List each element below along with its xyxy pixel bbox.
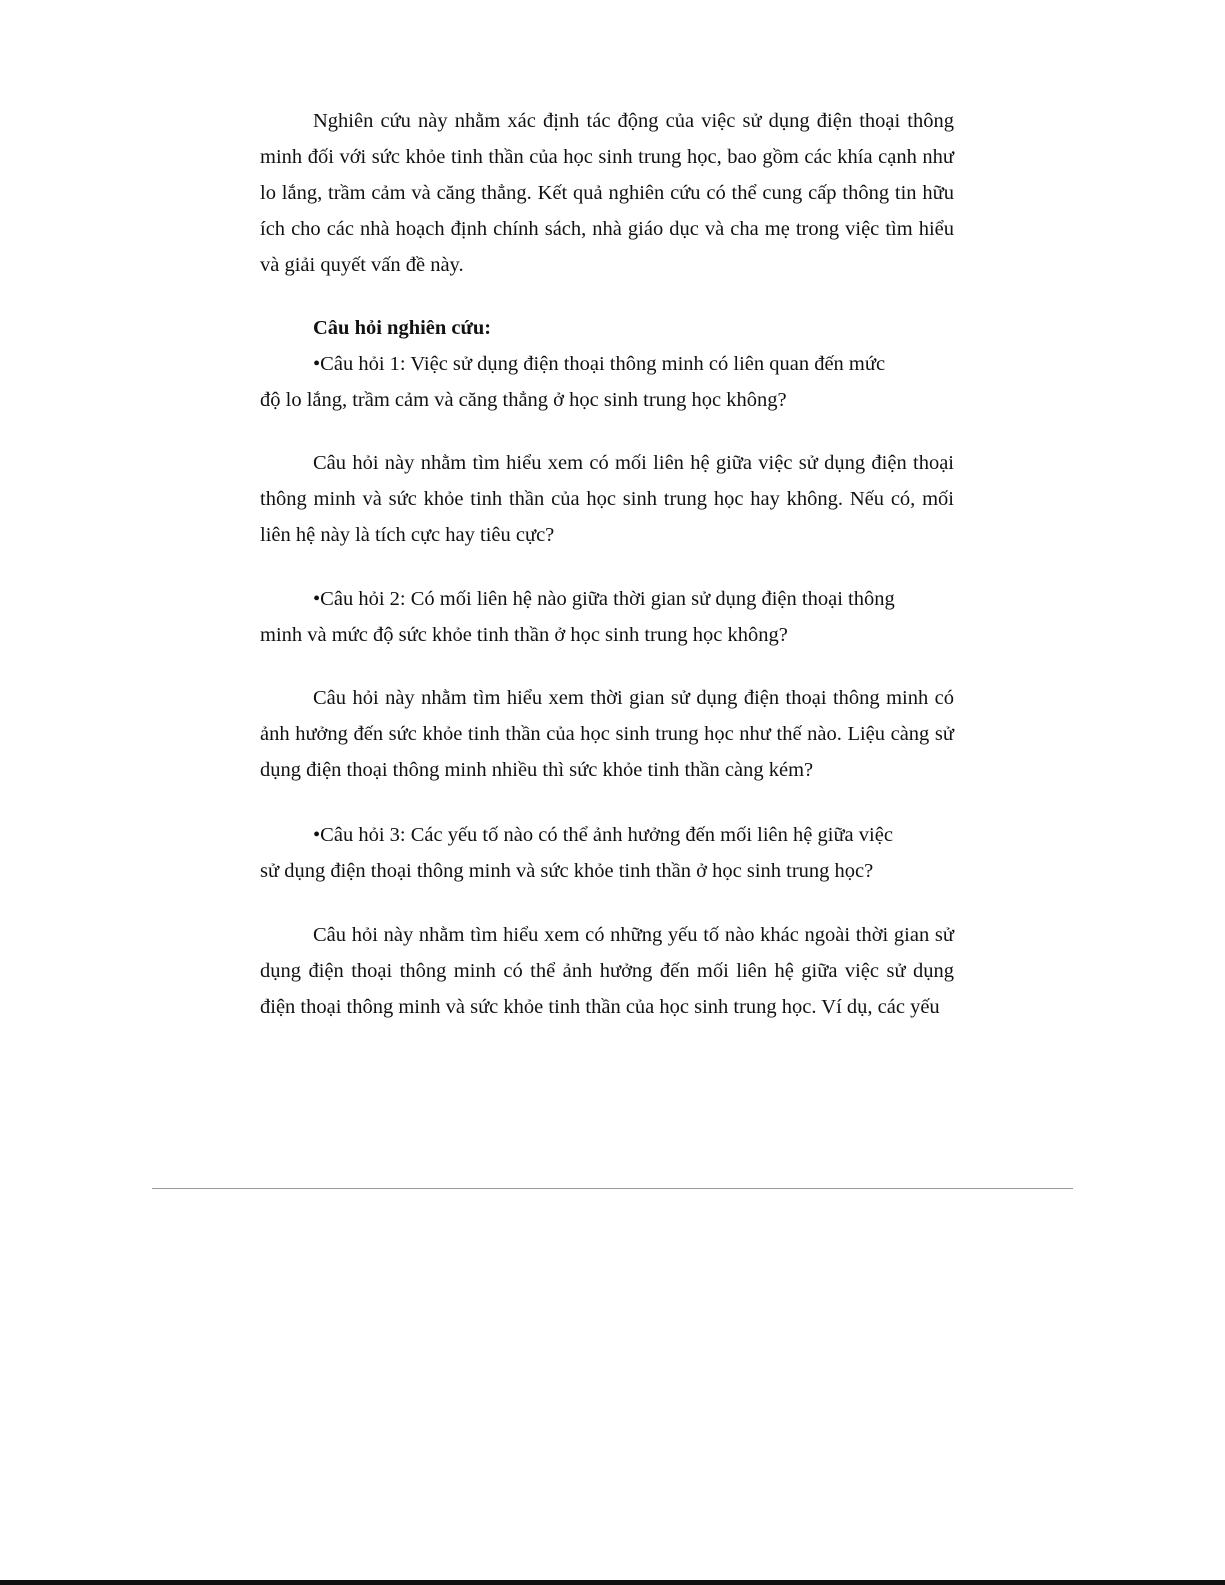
research-question-1: •Câu hỏi 1: Việc sử dụng điện thoại thông minh có liên quan đến mức độ lo lắng, trầm cảm và căng thẳng ở học sinh trung học không? bbox=[260, 353, 886, 411]
question-2-explanation: Câu hỏi này nhằm tìm hiểu xem thời gian sử dụng điện thoại thông minh có ảnh hưởng đến sức khỏe tinh thần của học sinh trung học như thế nào. Liệu càng sử dụng điện thoại thông minh nhiều thì sức khỏe tinh thần càng kém? bbox=[260, 687, 954, 781]
question-1-explanation: Câu hỏi này nhằm tìm hiểu xem có mối liên hệ giữa việc sử dụng điện thoại thông minh và sức khỏe tinh thần của học sinh trung học hay không. Nếu có, mối liên hệ này là tích cực hay tiêu cực? bbox=[260, 452, 954, 546]
page-footer-divider bbox=[152, 1188, 1073, 1189]
research-question-2: •Câu hỏi 2: Có mối liên hệ nào giữa thời gian sử dụng điện thoại thông minh và mức độ sức khỏe tinh thần ở học sinh trung học không? bbox=[260, 588, 895, 646]
intro-paragraph: Nghiên cứu này nhằm xác định tác động của việc sử dụng điện thoại thông minh đối với sức khỏe tinh thần của học sinh trung học, bao gồm các khía cạnh như lo lắng, trầm cảm và căng thẳng. Kết quả nghiên cứu có thể cung cấp thông tin hữu ích cho các nhà hoạch định chính sách, nhà giáo dục và cha mẹ trong việc tìm hiểu và giải quyết vấn đề này. bbox=[260, 110, 954, 276]
page-bottom-edge bbox=[0, 1580, 1225, 1585]
question-3-explanation: Câu hỏi này nhằm tìm hiểu xem có những yếu tố nào khác ngoài thời gian sử dụng điện thoại thông minh có thể ảnh hưởng đến mối liên hệ giữa việc sử dụng điện thoại thông minh và sức khỏe tinh thần của học sinh trung học. Ví dụ, các yếu bbox=[260, 924, 954, 1018]
section-heading: Câu hỏi nghiên cứu: bbox=[313, 317, 492, 339]
research-question-3: •Câu hỏi 3: Các yếu tố nào có thể ảnh hưởng đến mối liên hệ giữa việc sử dụng điện thoại thông minh và sức khỏe tinh thần ở học sinh trung học? bbox=[260, 824, 893, 882]
